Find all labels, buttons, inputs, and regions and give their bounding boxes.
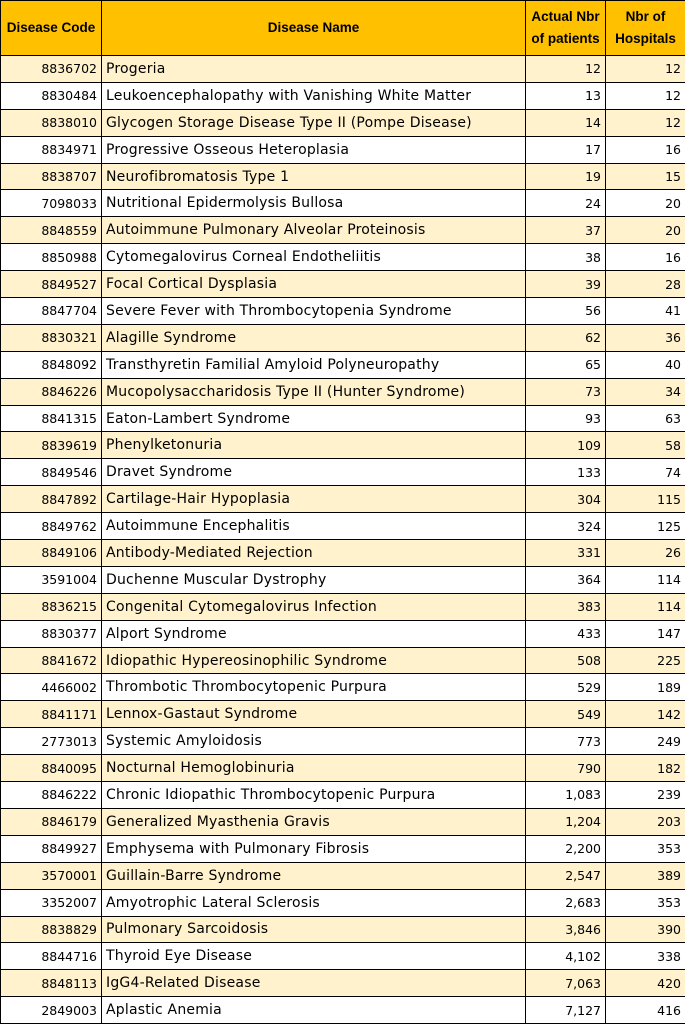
patients-count-cell: 109 xyxy=(526,432,606,459)
table-row xyxy=(1,647,685,674)
disease-code-cell: 8846179 xyxy=(1,808,102,835)
table-row xyxy=(1,163,685,190)
patients-count-cell: 14 xyxy=(526,109,606,136)
table-row xyxy=(1,298,685,325)
disease-name-cell: Amyotrophic Lateral Sclerosis xyxy=(102,889,526,916)
patients-count-cell: 383 xyxy=(526,593,606,620)
table-row xyxy=(1,82,685,109)
disease-code-cell: 8839619 xyxy=(1,432,102,459)
disease-code-cell: 8848113 xyxy=(1,970,102,997)
disease-name-cell: Mucopolysaccharidosis Type II (Hunter Syndrome) xyxy=(102,378,526,405)
table-row xyxy=(1,351,685,378)
patients-count-cell: 1,083 xyxy=(526,782,606,809)
hospitals-count-cell: 20 xyxy=(606,190,685,217)
table-row xyxy=(1,190,685,217)
disease-code-cell: 8849546 xyxy=(1,459,102,486)
disease-name-cell: Congenital Cytomegalovirus Infection xyxy=(102,593,526,620)
hospitals-count-cell: 142 xyxy=(606,701,685,728)
hospitals-count-cell: 115 xyxy=(606,486,685,513)
disease-name-cell: Antibody-Mediated Rejection xyxy=(102,540,526,567)
disease-name-cell: Dravet Syndrome xyxy=(102,459,526,486)
hospitals-count-cell: 15 xyxy=(606,163,685,190)
table-row xyxy=(1,109,685,136)
hospitals-count-cell: 147 xyxy=(606,620,685,647)
disease-name-cell: Cytomegalovirus Corneal Endotheliitis xyxy=(102,244,526,271)
disease-code-cell: 2773013 xyxy=(1,728,102,755)
disease-name-cell: Generalized Myasthenia Gravis xyxy=(102,808,526,835)
disease-code-cell: 8844716 xyxy=(1,943,102,970)
patients-count-cell: 1,204 xyxy=(526,808,606,835)
hospitals-count-cell: 63 xyxy=(606,405,685,432)
patients-count-cell: 38 xyxy=(526,244,606,271)
hospitals-count-cell: 41 xyxy=(606,298,685,325)
disease-name-cell: Emphysema with Pulmonary Fibrosis xyxy=(102,835,526,862)
patients-count-cell: 790 xyxy=(526,755,606,782)
disease-code-cell: 8841171 xyxy=(1,701,102,728)
hospitals-count-cell: 114 xyxy=(606,593,685,620)
table-row xyxy=(1,970,685,997)
table-row xyxy=(1,674,685,701)
disease-code-cell: 8840095 xyxy=(1,755,102,782)
hospitals-count-cell: 203 xyxy=(606,808,685,835)
table-row xyxy=(1,782,685,809)
hospitals-count-cell: 20 xyxy=(606,217,685,244)
patients-count-cell: 37 xyxy=(526,217,606,244)
disease-name-cell: Alport Syndrome xyxy=(102,620,526,647)
disease-code-cell: 8847892 xyxy=(1,486,102,513)
patients-count-cell: 304 xyxy=(526,486,606,513)
disease-code-cell: 7098033 xyxy=(1,190,102,217)
patients-count-cell: 93 xyxy=(526,405,606,432)
disease-name-cell: Autoimmune Encephalitis xyxy=(102,513,526,540)
patients-count-cell: 12 xyxy=(526,56,606,83)
patients-count-cell: 19 xyxy=(526,163,606,190)
disease-name-cell: Neurofibromatosis Type 1 xyxy=(102,163,526,190)
patients-count-cell: 4,102 xyxy=(526,943,606,970)
patients-count-cell: 2,683 xyxy=(526,889,606,916)
disease-code-cell: 8849762 xyxy=(1,513,102,540)
disease-name-cell: Severe Fever with Thrombocytopenia Syndrome xyxy=(102,298,526,325)
table-row xyxy=(1,728,685,755)
disease-name-cell: Pulmonary Sarcoidosis xyxy=(102,916,526,943)
patients-count-cell: 17 xyxy=(526,136,606,163)
table-row xyxy=(1,56,685,83)
disease-name-cell: Eaton-Lambert Syndrome xyxy=(102,405,526,432)
table-row xyxy=(1,486,685,513)
patients-count-cell: 773 xyxy=(526,728,606,755)
hospitals-count-cell: 74 xyxy=(606,459,685,486)
table-row xyxy=(1,755,685,782)
patients-count-cell: 133 xyxy=(526,459,606,486)
disease-name-cell: Leukoencephalopathy with Vanishing White Matter xyxy=(102,82,526,109)
table-row xyxy=(1,916,685,943)
patients-count-cell: 2,547 xyxy=(526,862,606,889)
disease-name-cell: Chronic Idiopathic Thrombocytopenic Purpura xyxy=(102,782,526,809)
header-hospitals: Nbr of Hospitals xyxy=(606,1,685,56)
disease-name-cell: Autoimmune Pulmonary Alveolar Proteinosis xyxy=(102,217,526,244)
disease-name-cell: Guillain-Barre Syndrome xyxy=(102,862,526,889)
hospitals-count-cell: 40 xyxy=(606,351,685,378)
table-row xyxy=(1,378,685,405)
disease-code-cell: 8838010 xyxy=(1,109,102,136)
hospitals-count-cell: 239 xyxy=(606,782,685,809)
disease-code-cell: 8849927 xyxy=(1,835,102,862)
hospitals-count-cell: 353 xyxy=(606,835,685,862)
disease-name-cell: Idiopathic Hypereosinophilic Syndrome xyxy=(102,647,526,674)
table-row xyxy=(1,943,685,970)
disease-name-cell: Nutritional Epidermolysis Bullosa xyxy=(102,190,526,217)
table-row xyxy=(1,432,685,459)
disease-code-cell: 8830377 xyxy=(1,620,102,647)
table-row xyxy=(1,540,685,567)
hospitals-count-cell: 338 xyxy=(606,943,685,970)
disease-code-cell: 8838707 xyxy=(1,163,102,190)
disease-name-cell: Progeria xyxy=(102,56,526,83)
patients-count-cell: 65 xyxy=(526,351,606,378)
disease-name-cell: Phenylketonuria xyxy=(102,432,526,459)
patients-count-cell: 331 xyxy=(526,540,606,567)
hospitals-count-cell: 125 xyxy=(606,513,685,540)
hospitals-count-cell: 353 xyxy=(606,889,685,916)
disease-code-cell: 8841315 xyxy=(1,405,102,432)
hospitals-count-cell: 225 xyxy=(606,647,685,674)
table-row xyxy=(1,862,685,889)
hospitals-count-cell: 114 xyxy=(606,566,685,593)
patients-count-cell: 508 xyxy=(526,647,606,674)
table-row xyxy=(1,244,685,271)
patients-count-cell: 433 xyxy=(526,620,606,647)
patients-count-cell: 62 xyxy=(526,324,606,351)
patients-count-cell: 3,846 xyxy=(526,916,606,943)
table-row xyxy=(1,808,685,835)
disease-code-cell: 8848559 xyxy=(1,217,102,244)
disease-name-cell: Cartilage-Hair Hypoplasia xyxy=(102,486,526,513)
header-disease-name: Disease Name xyxy=(102,1,526,56)
hospitals-count-cell: 36 xyxy=(606,324,685,351)
disease-code-cell: 8836215 xyxy=(1,593,102,620)
disease-name-cell: Duchenne Muscular Dystrophy xyxy=(102,566,526,593)
hospitals-count-cell: 12 xyxy=(606,82,685,109)
disease-code-cell: 8834971 xyxy=(1,136,102,163)
hospitals-count-cell: 189 xyxy=(606,674,685,701)
disease-name-cell: Transthyretin Familial Amyloid Polyneuropathy xyxy=(102,351,526,378)
table-row xyxy=(1,271,685,298)
table-row xyxy=(1,324,685,351)
disease-code-cell: 8850988 xyxy=(1,244,102,271)
hospitals-count-cell: 26 xyxy=(606,540,685,567)
disease-code-cell: 2849003 xyxy=(1,997,102,1024)
table-row xyxy=(1,217,685,244)
disease-code-cell: 8849527 xyxy=(1,271,102,298)
table-row xyxy=(1,997,685,1024)
disease-code-cell: 8836702 xyxy=(1,56,102,83)
header-row xyxy=(1,1,685,56)
disease-code-cell: 8849106 xyxy=(1,540,102,567)
disease-name-cell: IgG4-Related Disease xyxy=(102,970,526,997)
patients-count-cell: 529 xyxy=(526,674,606,701)
hospitals-count-cell: 34 xyxy=(606,378,685,405)
disease-code-cell: 3591004 xyxy=(1,566,102,593)
table-row xyxy=(1,889,685,916)
header-disease-code: Disease Code xyxy=(1,1,102,56)
disease-name-cell: Aplastic Anemia xyxy=(102,997,526,1024)
patients-count-cell: 7,063 xyxy=(526,970,606,997)
disease-code-cell: 8838829 xyxy=(1,916,102,943)
disease-code-cell: 8841672 xyxy=(1,647,102,674)
header-actual-patients: Actual Nbr of patients xyxy=(526,1,606,56)
hospitals-count-cell: 28 xyxy=(606,271,685,298)
patients-count-cell: 39 xyxy=(526,271,606,298)
disease-name-cell: Thyroid Eye Disease xyxy=(102,943,526,970)
disease-code-cell: 8846222 xyxy=(1,782,102,809)
table-row xyxy=(1,513,685,540)
disease-code-cell: 4466002 xyxy=(1,674,102,701)
hospitals-count-cell: 182 xyxy=(606,755,685,782)
disease-code-cell: 8830484 xyxy=(1,82,102,109)
disease-name-cell: Nocturnal Hemoglobinuria xyxy=(102,755,526,782)
disease-code-cell: 3570001 xyxy=(1,862,102,889)
disease-name-cell: Lennox-Gastaut Syndrome xyxy=(102,701,526,728)
patients-count-cell: 73 xyxy=(526,378,606,405)
patients-count-cell: 13 xyxy=(526,82,606,109)
table-header xyxy=(1,1,685,56)
patients-count-cell: 7,127 xyxy=(526,997,606,1024)
table-row xyxy=(1,593,685,620)
disease-code-cell: 3352007 xyxy=(1,889,102,916)
table-row xyxy=(1,459,685,486)
table-row xyxy=(1,701,685,728)
disease-name-cell: Glycogen Storage Disease Type II (Pompe Disease) xyxy=(102,109,526,136)
disease-code-cell: 8830321 xyxy=(1,324,102,351)
disease-name-cell: Thrombotic Thrombocytopenic Purpura xyxy=(102,674,526,701)
hospitals-count-cell: 416 xyxy=(606,997,685,1024)
table-row xyxy=(1,835,685,862)
table-body xyxy=(1,56,685,1024)
table-row xyxy=(1,620,685,647)
patients-count-cell: 56 xyxy=(526,298,606,325)
patients-count-cell: 549 xyxy=(526,701,606,728)
hospitals-count-cell: 12 xyxy=(606,109,685,136)
disease-name-cell: Systemic Amyloidosis xyxy=(102,728,526,755)
disease-name-cell: Progressive Osseous Heteroplasia xyxy=(102,136,526,163)
hospitals-count-cell: 12 xyxy=(606,56,685,83)
hospitals-count-cell: 390 xyxy=(606,916,685,943)
disease-code-cell: 8848092 xyxy=(1,351,102,378)
hospitals-count-cell: 58 xyxy=(606,432,685,459)
table-row xyxy=(1,405,685,432)
patients-count-cell: 24 xyxy=(526,190,606,217)
hospitals-count-cell: 389 xyxy=(606,862,685,889)
hospitals-count-cell: 16 xyxy=(606,244,685,271)
patients-count-cell: 324 xyxy=(526,513,606,540)
hospitals-count-cell: 420 xyxy=(606,970,685,997)
patients-count-cell: 2,200 xyxy=(526,835,606,862)
patients-count-cell: 364 xyxy=(526,566,606,593)
disease-name-cell: Alagille Syndrome xyxy=(102,324,526,351)
disease-name-cell: Focal Cortical Dysplasia xyxy=(102,271,526,298)
hospitals-count-cell: 16 xyxy=(606,136,685,163)
disease-code-cell: 8846226 xyxy=(1,378,102,405)
hospitals-count-cell: 249 xyxy=(606,728,685,755)
disease-code-cell: 8847704 xyxy=(1,298,102,325)
table-row xyxy=(1,136,685,163)
table-row xyxy=(1,566,685,593)
